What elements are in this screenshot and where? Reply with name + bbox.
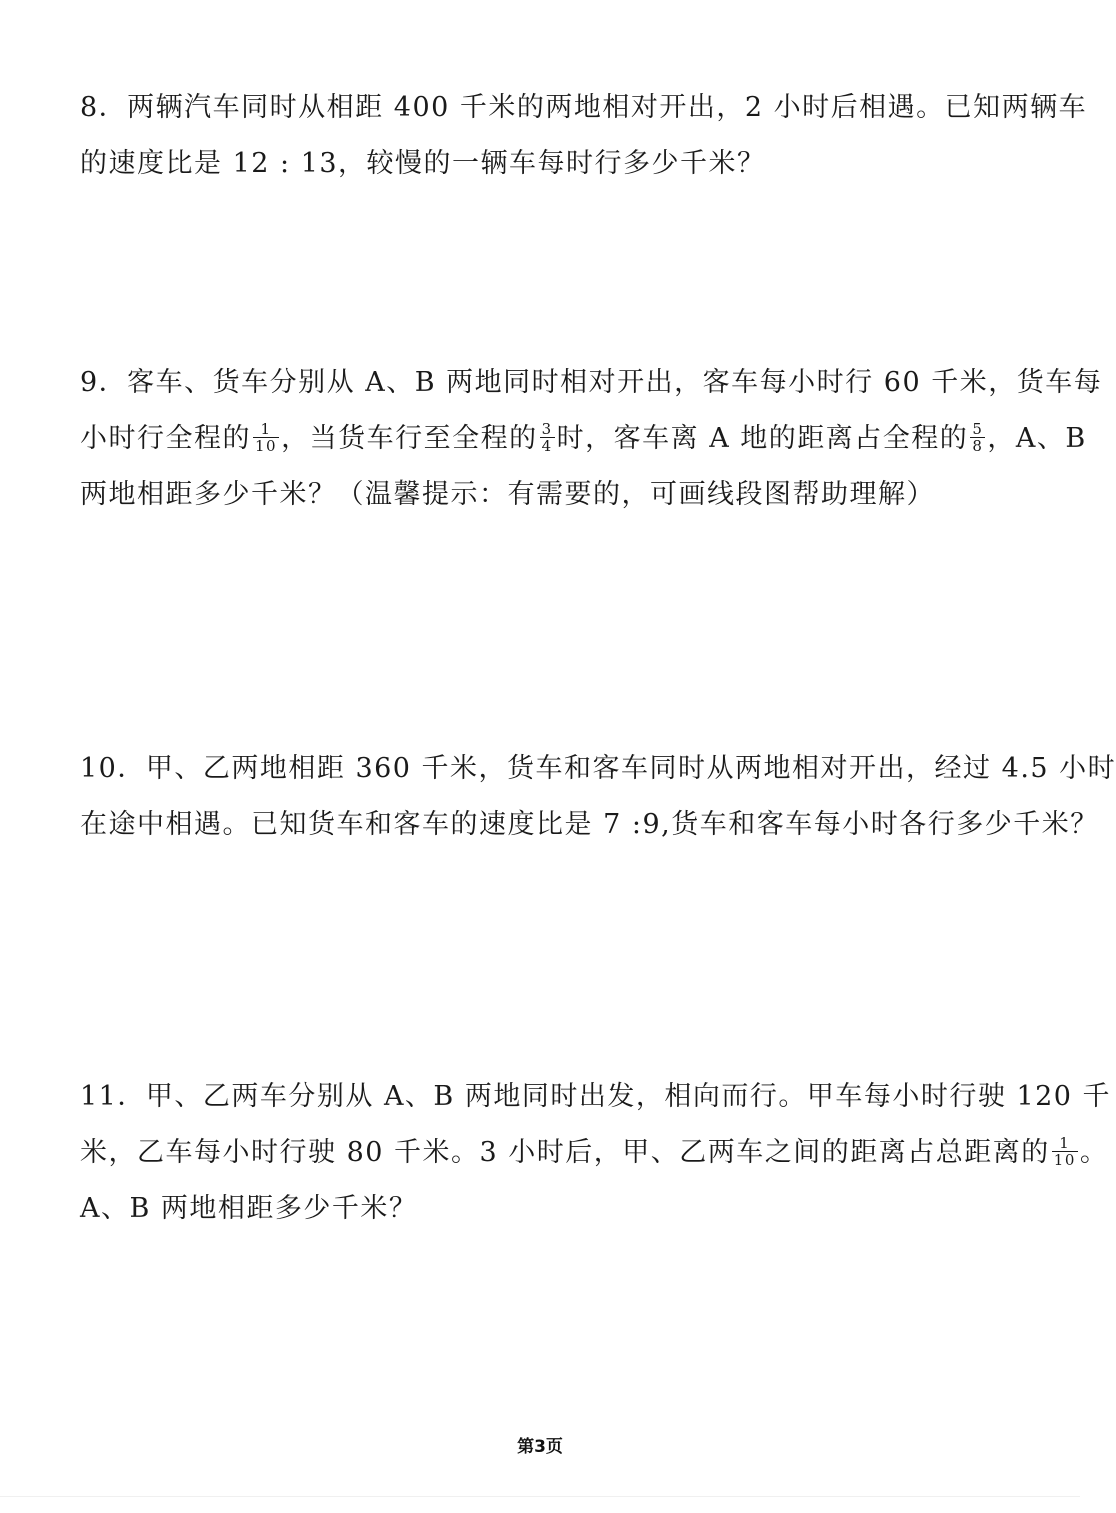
problem-9-line-2: [80, 411, 1087, 467]
problem-9-text-a: 小时行全程的: [80, 423, 251, 454]
problem-11-text-b: 。: [1079, 1137, 1109, 1168]
problem-9-line-3: 两地相距多少千米？（温馨提示：有需要的，可画线段图帮助理解）: [80, 479, 935, 510]
fraction-denominator: 10: [255, 437, 278, 455]
fraction-one-tenth: [1052, 1135, 1078, 1168]
fraction-one-tenth: [253, 421, 279, 454]
fraction-numerator: 3: [541, 420, 553, 438]
bottom-divider: [0, 1496, 1080, 1497]
problem-11-line-1: 11．甲、乙两车分别从 A、B 两地同时出发，相向而行。甲车每小时行驶 120 千: [80, 1081, 1112, 1112]
fraction-three-quarters: [540, 421, 555, 454]
fraction-numerator: 1: [253, 421, 279, 438]
problem-8: [80, 80, 1088, 192]
problem-8-line-1: 8．两辆汽车同时从相距 400 千米的两地相对开出，2 小时后相遇。已知两辆车: [80, 92, 1088, 123]
problem-11-line-2: [80, 1125, 1109, 1181]
problem-9-text-c: 时，客车离 A 地的距离占全程的: [556, 423, 969, 454]
problem-9: [80, 355, 1103, 523]
fraction-five-eighths: [970, 421, 985, 454]
fraction-denominator: 10: [1053, 1151, 1076, 1169]
problem-9-text-b: ，当货车行至全程的: [281, 423, 538, 454]
problem-10-line-2: 在途中相遇。已知货车和客车的速度比是 7 :9,货车和客车每小时各行多少千米？: [80, 809, 1099, 840]
fraction-numerator: 1: [1052, 1135, 1078, 1152]
fraction-denominator: 8: [972, 437, 984, 455]
fraction-denominator: 4: [541, 437, 553, 455]
problem-10: [80, 741, 1116, 853]
problem-11-text-a: 米，乙车每小时行驶 80 千米。3 小时后，甲、乙两车之间的距离占总距离的: [80, 1137, 1050, 1168]
problem-11-line-3: A、B 两地相距多少千米？: [80, 1193, 418, 1224]
problem-11: [80, 1069, 1112, 1237]
problem-9-text-d: ，A、B: [987, 423, 1087, 454]
problem-8-line-2: 的速度比是 12 : 13，较慢的一辆车每时行多少千米？: [80, 148, 766, 179]
problem-9-line-1: 9．客车、货车分别从 A、B 两地同时相对开出，客车每小时行 60 千米，货车每: [80, 367, 1103, 398]
fraction-numerator: 5: [972, 420, 984, 438]
page-number: 第3页: [517, 1437, 563, 1457]
problem-10-line-1: 10．甲、乙两地相距 360 千米，货车和客车同时从两地相对开出，经过 4.5 小时: [80, 753, 1116, 784]
